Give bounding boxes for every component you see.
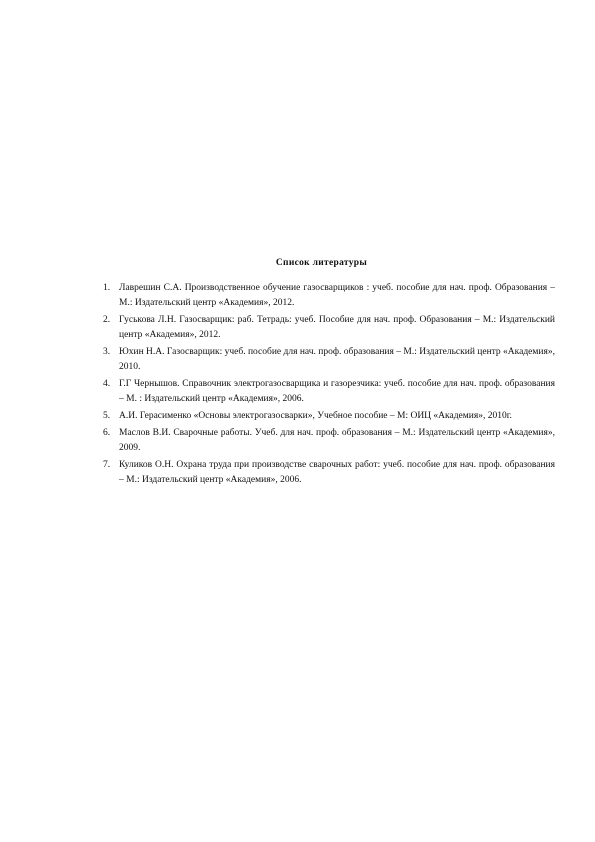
list-item-number: 3.: [103, 347, 111, 357]
list-item-number: 2.: [103, 315, 111, 325]
list-item: [97, 409, 555, 424]
list-item: [97, 345, 555, 375]
list-item: [97, 458, 555, 488]
page-title: Список литературы: [275, 258, 368, 268]
list-item: [97, 281, 555, 311]
list-item-number: 1.: [103, 283, 111, 293]
list-item-text: Гуськова Л.Н. Газосварщик: раб. Тетрадь: учеб. Пособие для нач. проф. Образования – М.: Издательский центр «Академия», 2012.: [119, 315, 555, 340]
list-item-text: А.И. Герасименко «Основы электрогазосварки», Учебное пособие – М: ОИЦ «Академия», 2010г.: [119, 411, 512, 421]
list-item-number: 6.: [103, 428, 111, 438]
list-item-number: 4.: [103, 379, 111, 389]
reference-list: [97, 281, 555, 490]
list-item-number: 7.: [103, 460, 111, 470]
list-item: [97, 426, 555, 456]
list-item-text: Юхин Н.А. Газосварщик: учеб. пособие для нач. проф. образования – М.: Издательский центр «Академия», 2010.: [119, 347, 555, 372]
list-item-text: Г.Г Чернышов. Справочник электрогазосварщика и газорезчика: учеб. пособие для нач. проф. образования – М. : Издательский центр «Академия», 2006.: [119, 379, 555, 404]
list-item-text: Маслов В.И. Сварочные работы. Учеб. для нач. проф. образования – М.: Издательский центр «Академия», 2009.: [119, 428, 555, 453]
list-item: [97, 377, 555, 407]
list-item-text: Лаврешин С.А. Производственное обучение газосварщиков : учеб. пособие для нач. проф. Образования – М.: Издательский центр «Академия», 2012.: [119, 283, 555, 308]
list-item-text: Куликов О.Н. Охрана труда при производстве сварочных работ: учеб. пособие для нач. проф. образования – М.: Издательский центр «Академия», 2006.: [119, 460, 555, 485]
list-item: [97, 313, 555, 343]
list-item-number: 5.: [103, 411, 111, 421]
